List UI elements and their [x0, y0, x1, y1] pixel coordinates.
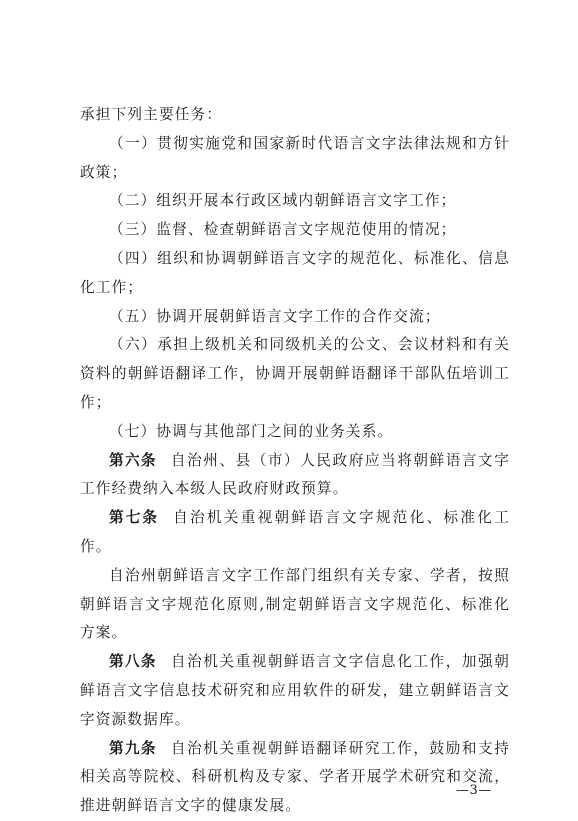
paragraph-text: 自治机关重视朝鲜语言文字规范化、标准化工作。: [80, 509, 510, 555]
body-paragraph: [80, 245, 510, 303]
body-paragraph: [80, 130, 510, 188]
body-paragraph: [80, 101, 510, 130]
paragraph-text: 承担下列主要任务：: [80, 106, 223, 123]
paragraph-text: 自治机关重视朝鲜语言文字信息化工作，加强朝鲜语言文字信息技术研究和应用软件的研发，建立朝鲜语言文字资源数据库。: [80, 653, 510, 728]
body-paragraph: [80, 187, 510, 216]
article-paragraph: [80, 447, 510, 505]
body-paragraph: [80, 331, 510, 417]
page-number: —3—: [456, 783, 492, 798]
paragraph-text: （一）贯彻实施党和国家新时代语言文字法律法规和方针政策；: [80, 134, 510, 181]
body-paragraph: [80, 562, 510, 648]
paragraph-text: （六）承担上级机关和同级机关的公文、会议材料和有关资料的朝鲜语翻译工作，协调开展朝鲜语翻译干部队伍培训工作；: [80, 336, 510, 411]
paragraph-text: （五）协调开展朝鲜语言文字工作的合作交流；: [109, 307, 441, 325]
paragraph-text: 自治机关重视朝鲜语翻译研究工作，鼓励和支持相关高等院校、科研机构及专家、学者开展学术研究和交流，推进朝鲜语言文字的健康发展。: [80, 739, 510, 815]
article-paragraph: [80, 735, 510, 821]
body-paragraph: [80, 216, 510, 245]
article-label: 第八条: [109, 653, 157, 671]
paragraph-text: 自治州朝鲜语言文字工作部门组织有关专家、学者，按照朝鲜语言文字规范化原则,制定朝鲜语言文字规范化、标准化方案。: [80, 566, 510, 642]
body-paragraph: [80, 418, 510, 447]
article-label: 第六条: [109, 451, 157, 469]
article-paragraph: [80, 504, 510, 562]
document-body: [80, 101, 510, 821]
article-paragraph: [80, 648, 510, 734]
paragraph-text: 自治州、县（市）人民政府应当将朝鲜语言文字工作经费纳入本级人民政府财政预算。: [80, 451, 510, 498]
body-paragraph: [80, 303, 510, 332]
paragraph-text: （三）监督、检查朝鲜语言文字规范使用的情况；: [109, 221, 457, 239]
article-label: 第九条: [109, 739, 157, 757]
paragraph-text: （四）组织和协调朝鲜语言文字的规范化、标准化、信息化工作；: [80, 249, 510, 296]
paragraph-text: （二）组织开展本行政区域内朝鲜语言文字工作；: [109, 192, 457, 210]
paragraph-text: （七）协调与其他部门之间的业务关系。: [109, 422, 394, 440]
article-label: 第七条: [109, 509, 160, 527]
